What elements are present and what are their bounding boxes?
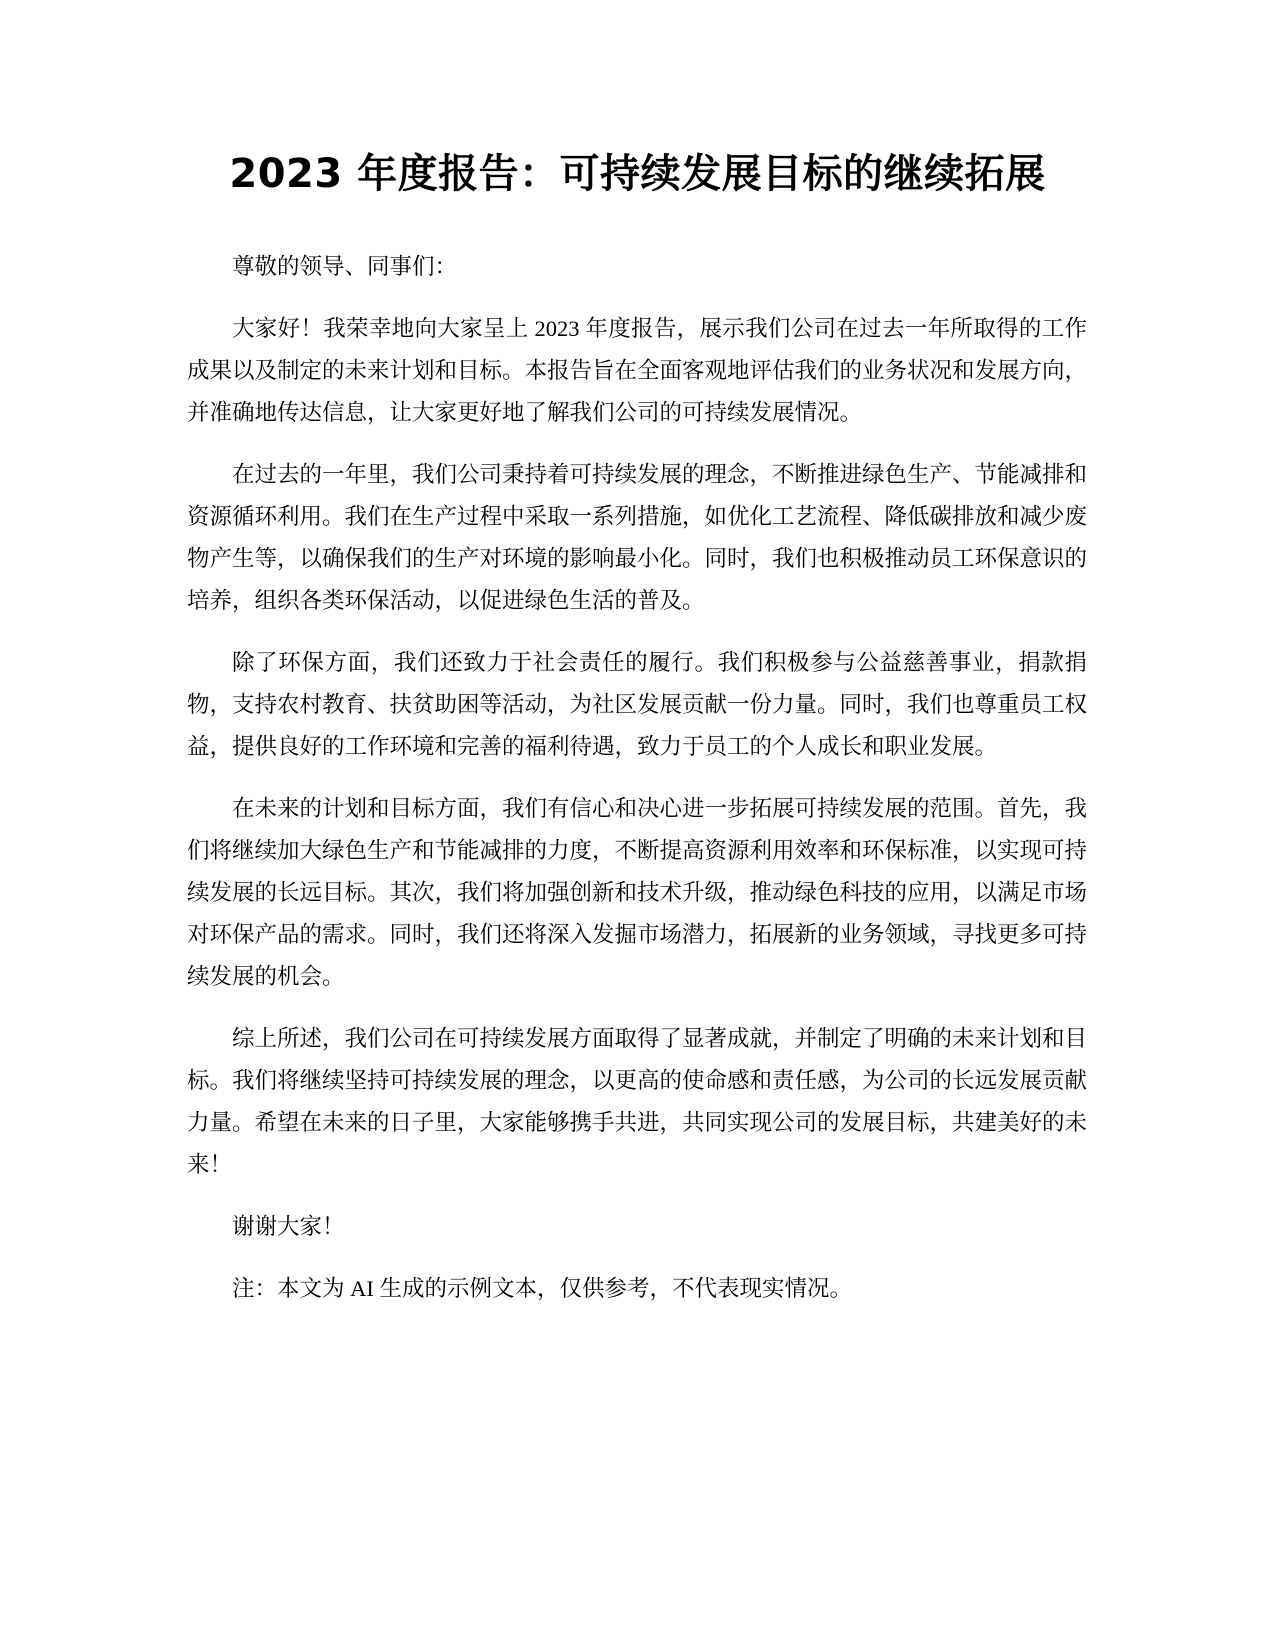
paragraph-environment: 在过去的一年里，我们公司秉持着可持续发展的理念，不断推进绿色生产、节能减排和资源循环利用。我们在生产过程中采取一系列措施，如优化工艺流程、降低碳排放和减少废物产生等，以确保我们的生产对环境的影响最小化。同时，我们也积极推动员工环保意识的培养，组织各类环保活动，以促进绿色生活的普及。 [187, 462, 1088, 613]
document-body [187, 246, 1087, 1330]
document-title: 2023 年度报告：可持续发展目标的继续拓展 [229, 151, 1046, 197]
disclaimer-note: 注：本文为 AI 生成的示例文本，仅供参考，不代表现实情况。 [232, 1276, 852, 1301]
paragraph-intro: 大家好！我荣幸地向大家呈上 2023 年度报告，展示我们公司在过去一年所取得的工作成果以及制定的未来计划和目标。本报告旨在全面客观地评估我们的业务状况和发展方向，并准确地传达信息，让大家更好地了解我们公司的可持续发展情况。 [187, 316, 1088, 425]
closing-thanks: 谢谢大家！ [232, 1214, 345, 1239]
paragraph-conclusion: 综上所述，我们公司在可持续发展方面取得了显著成就，并制定了明确的未来计划和目标。我们将继续坚持可持续发展的理念，以更高的使命感和责任感，为公司的长远发展贡献力量。希望在未来的日子里，大家能够携手共进，共同实现公司的发展目标，共建美好的未来！ [187, 1026, 1088, 1177]
salutation: 尊敬的领导、同事们： [232, 254, 458, 279]
paragraph-social-responsibility: 除了环保方面，我们还致力于社会责任的履行。我们积极参与公益慈善事业，捐款捐物，支持农村教育、扶贫助困等活动，为社区发展贡献一份力量。同时，我们也尊重员工权益，提供良好的工作环境和完善的福利待遇，致力于员工的个人成长和职业发展。 [187, 650, 1088, 759]
paragraph-future-plans: 在未来的计划和目标方面，我们有信心和决心进一步拓展可持续发展的范围。首先，我们将继续加大绿色生产和节能减排的力度，不断提高资源利用效率和环保标准，以实现可持续发展的长远目标。其次，我们将加强创新和技术升级，推动绿色科技的应用，以满足市场对环保产品的需求。同时，我们还将深入发掘市场潜力，拓展新的业务领域，寻找更多可持续发展的机会。 [187, 796, 1088, 989]
